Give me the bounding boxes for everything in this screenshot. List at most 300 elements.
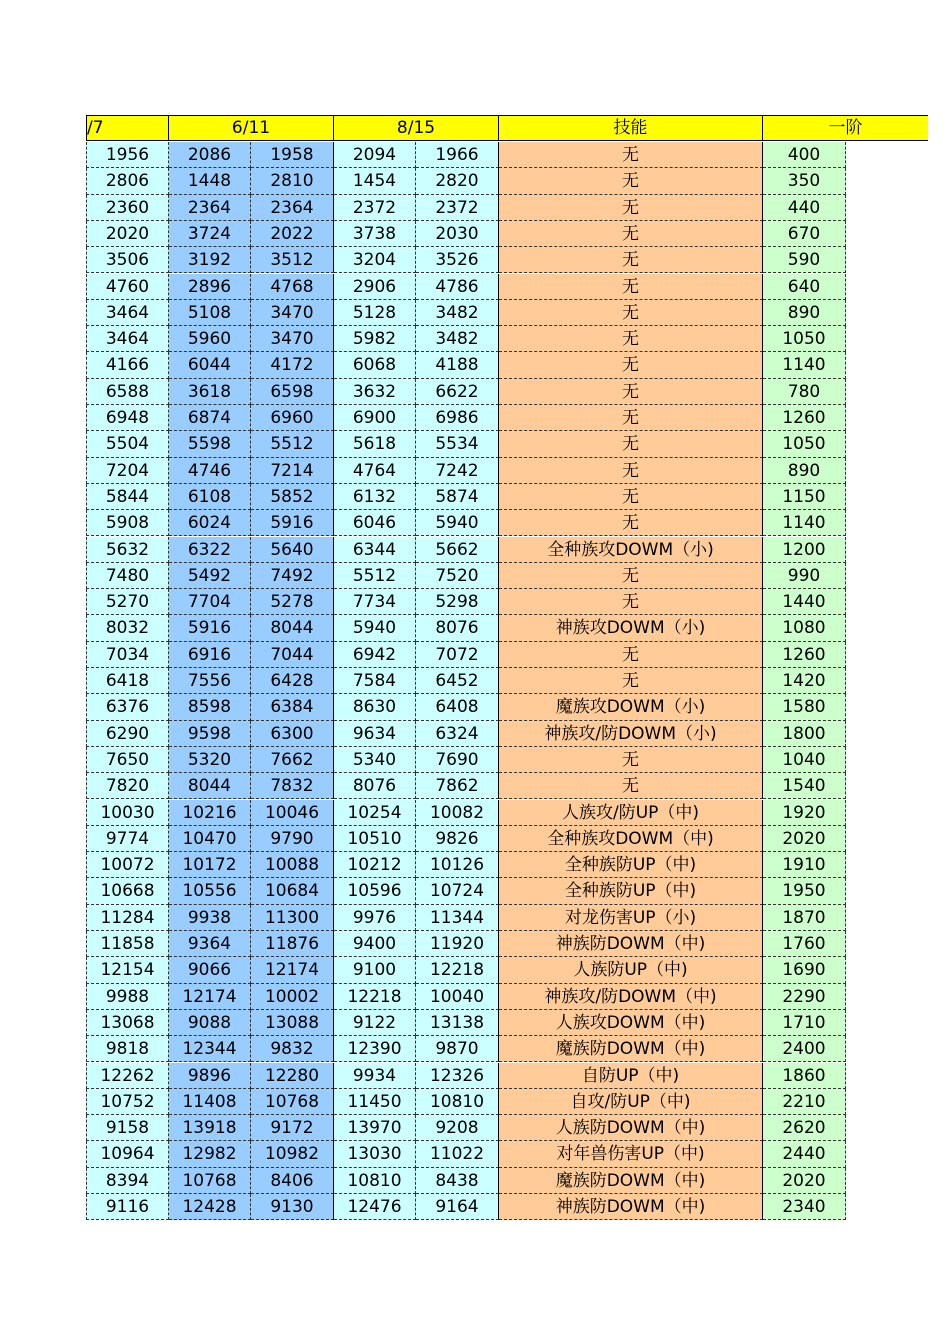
skill-value[interactable]: 无 [499, 221, 763, 247]
col-c1-value[interactable]: 6132 [334, 484, 416, 510]
col-b2-value[interactable]: 8406 [251, 1168, 334, 1194]
first-tier-value[interactable]: 1140 [763, 352, 846, 378]
first-tier-value[interactable]: 1760 [763, 931, 846, 957]
col-c1-value[interactable]: 2094 [334, 142, 416, 168]
col-c2-value[interactable]: 10724 [416, 878, 499, 904]
col-b1-value[interactable]: 10216 [169, 800, 251, 826]
col-b2-value[interactable]: 10768 [251, 1089, 334, 1115]
col-a-value[interactable]: 9988 [86, 984, 169, 1010]
skill-value[interactable]: 魔族防DOWM（中) [499, 1168, 763, 1194]
table-row [86, 247, 846, 273]
col-b2-value[interactable]: 4768 [251, 274, 334, 300]
col-b1-value[interactable]: 9066 [169, 957, 251, 983]
col-b1-value[interactable]: 5916 [169, 615, 251, 641]
col-c2-value[interactable]: 5534 [416, 431, 499, 457]
col-c2-value[interactable]: 9870 [416, 1036, 499, 1062]
col-c1-value[interactable]: 11450 [334, 1089, 416, 1115]
col-b1-value[interactable]: 5108 [169, 300, 251, 326]
skill-value[interactable]: 无 [499, 326, 763, 352]
col-b1-value[interactable]: 10172 [169, 852, 251, 878]
col-b2-value[interactable]: 1958 [251, 142, 334, 168]
col-b1-value[interactable]: 8598 [169, 694, 251, 720]
col-b1-value[interactable]: 7704 [169, 589, 251, 615]
col-a-value[interactable]: 7650 [86, 747, 169, 773]
skill-value[interactable]: 神族攻DOWM（小) [499, 615, 763, 641]
col-b2-value[interactable]: 6428 [251, 668, 334, 694]
col-c2-value[interactable]: 3482 [416, 300, 499, 326]
col-a-value[interactable]: 10030 [86, 800, 169, 826]
table-row [86, 221, 846, 247]
first-tier-value[interactable]: 990 [763, 563, 846, 589]
col-c2-value[interactable]: 11920 [416, 931, 499, 957]
col-c1-value[interactable]: 1454 [334, 168, 416, 194]
col-a-value[interactable]: 2806 [86, 168, 169, 194]
col-a-value[interactable]: 6376 [86, 694, 169, 720]
col-b1-value[interactable]: 6322 [169, 537, 251, 563]
col-a-value[interactable]: 4760 [86, 274, 169, 300]
skill-value[interactable]: 自防UP（中) [499, 1063, 763, 1089]
col-a-value[interactable]: 3506 [86, 247, 169, 273]
first-tier-value[interactable]: 2020 [763, 1168, 846, 1194]
col-c1-value[interactable]: 9400 [334, 931, 416, 957]
col-b1-value[interactable]: 4746 [169, 458, 251, 484]
header-col-a[interactable]: /7 [86, 115, 169, 141]
col-c2-value[interactable]: 7690 [416, 747, 499, 773]
col-a-value[interactable]: 9158 [86, 1115, 169, 1141]
col-b2-value[interactable]: 9130 [251, 1194, 334, 1220]
header-col-b[interactable]: 6/11 [168, 115, 334, 141]
col-b2-value[interactable]: 10982 [251, 1141, 334, 1167]
col-c1-value[interactable]: 12476 [334, 1194, 416, 1220]
col-c2-value[interactable]: 10040 [416, 984, 499, 1010]
col-c1-value[interactable]: 6900 [334, 405, 416, 431]
skill-value[interactable]: 无 [499, 300, 763, 326]
skill-value[interactable]: 无 [499, 510, 763, 536]
first-tier-value[interactable]: 1690 [763, 957, 846, 983]
col-c1-value[interactable]: 3204 [334, 247, 416, 273]
col-b1-value[interactable]: 2086 [169, 142, 251, 168]
col-b2-value[interactable]: 7492 [251, 563, 334, 589]
col-c2-value[interactable]: 4786 [416, 274, 499, 300]
skill-value[interactable]: 神族攻/防DOWM（中) [499, 984, 763, 1010]
skill-value[interactable]: 人族攻/防UP（中) [499, 800, 763, 826]
col-b1-value[interactable]: 1448 [169, 168, 251, 194]
first-tier-value[interactable]: 670 [763, 221, 846, 247]
first-tier-value[interactable]: 1440 [763, 589, 846, 615]
col-a-value[interactable]: 10964 [86, 1141, 169, 1167]
col-b1-value[interactable]: 9896 [169, 1063, 251, 1089]
col-b2-value[interactable]: 12280 [251, 1063, 334, 1089]
col-c2-value[interactable]: 11022 [416, 1141, 499, 1167]
col-b1-value[interactable]: 5960 [169, 326, 251, 352]
col-c2-value[interactable]: 5940 [416, 510, 499, 536]
col-b1-value[interactable]: 12344 [169, 1036, 251, 1062]
col-c1-value[interactable]: 2906 [334, 274, 416, 300]
first-tier-value[interactable]: 1260 [763, 405, 846, 431]
col-c2-value[interactable]: 6986 [416, 405, 499, 431]
col-c2-value[interactable]: 9208 [416, 1115, 499, 1141]
col-b1-value[interactable]: 6044 [169, 352, 251, 378]
first-tier-value[interactable]: 1050 [763, 431, 846, 457]
col-b2-value[interactable]: 4172 [251, 352, 334, 378]
first-tier-value[interactable]: 1540 [763, 773, 846, 799]
first-tier-value[interactable]: 2440 [763, 1141, 846, 1167]
col-c2-value[interactable]: 7242 [416, 458, 499, 484]
skill-value[interactable]: 无 [499, 168, 763, 194]
col-a-value[interactable]: 6948 [86, 405, 169, 431]
col-b1-value[interactable]: 11408 [169, 1089, 251, 1115]
skill-value[interactable]: 自攻/防UP（中) [499, 1089, 763, 1115]
first-tier-value[interactable]: 2210 [763, 1089, 846, 1115]
col-a-value[interactable]: 1956 [86, 142, 169, 168]
col-a-value[interactable]: 9116 [86, 1194, 169, 1220]
col-c2-value[interactable]: 3482 [416, 326, 499, 352]
col-b1-value[interactable]: 9088 [169, 1010, 251, 1036]
col-b2-value[interactable]: 10046 [251, 800, 334, 826]
col-c1-value[interactable]: 9100 [334, 957, 416, 983]
col-c1-value[interactable]: 6344 [334, 537, 416, 563]
col-b1-value[interactable]: 5492 [169, 563, 251, 589]
skill-value[interactable]: 魔族攻DOWM（小) [499, 694, 763, 720]
col-c2-value[interactable]: 2820 [416, 168, 499, 194]
first-tier-value[interactable]: 2020 [763, 826, 846, 852]
col-c2-value[interactable]: 7072 [416, 642, 499, 668]
header-first-tier[interactable]: 一阶 [762, 115, 928, 141]
skill-value[interactable]: 无 [499, 773, 763, 799]
first-tier-value[interactable]: 1420 [763, 668, 846, 694]
skill-value[interactable]: 全种族防UP（中) [499, 852, 763, 878]
col-b2-value[interactable]: 2022 [251, 221, 334, 247]
first-tier-value[interactable]: 640 [763, 274, 846, 300]
table-row [86, 142, 846, 168]
col-b1-value[interactable]: 8044 [169, 773, 251, 799]
col-b2-value[interactable]: 6960 [251, 405, 334, 431]
col-c2-value[interactable]: 2030 [416, 221, 499, 247]
first-tier-value[interactable]: 1580 [763, 694, 846, 720]
col-a-value[interactable]: 13068 [86, 1010, 169, 1036]
first-tier-value[interactable]: 440 [763, 195, 846, 221]
col-c2-value[interactable]: 4188 [416, 352, 499, 378]
skill-value[interactable]: 神族防DOWM（中) [499, 1194, 763, 1220]
col-c2-value[interactable]: 1966 [416, 142, 499, 168]
col-b1-value[interactable]: 9938 [169, 905, 251, 931]
col-b1-value[interactable]: 3618 [169, 379, 251, 405]
col-b1-value[interactable]: 5320 [169, 747, 251, 773]
col-c1-value[interactable]: 6942 [334, 642, 416, 668]
skill-value[interactable]: 无 [499, 142, 763, 168]
col-a-value[interactable]: 5844 [86, 484, 169, 510]
col-b2-value[interactable]: 2810 [251, 168, 334, 194]
col-b2-value[interactable]: 7662 [251, 747, 334, 773]
col-b2-value[interactable]: 3512 [251, 247, 334, 273]
col-a-value[interactable]: 11284 [86, 905, 169, 931]
col-a-value[interactable]: 12262 [86, 1063, 169, 1089]
col-a-value[interactable]: 6290 [86, 721, 169, 747]
col-a-value[interactable]: 4166 [86, 352, 169, 378]
col-b1-value[interactable]: 3192 [169, 247, 251, 273]
col-a-value[interactable]: 7820 [86, 773, 169, 799]
col-a-value[interactable]: 11858 [86, 931, 169, 957]
col-b2-value[interactable]: 2364 [251, 195, 334, 221]
col-b1-value[interactable]: 9598 [169, 721, 251, 747]
first-tier-value[interactable]: 1860 [763, 1063, 846, 1089]
col-a-value[interactable]: 12154 [86, 957, 169, 983]
col-c2-value[interactable]: 6452 [416, 668, 499, 694]
skill-value[interactable]: 无 [499, 247, 763, 273]
skill-value[interactable]: 无 [499, 405, 763, 431]
col-b2-value[interactable]: 11876 [251, 931, 334, 957]
first-tier-value[interactable]: 1710 [763, 1010, 846, 1036]
col-a-value[interactable]: 2360 [86, 195, 169, 221]
col-c1-value[interactable]: 10212 [334, 852, 416, 878]
col-c1-value[interactable]: 5128 [334, 300, 416, 326]
col-c2-value[interactable]: 6324 [416, 721, 499, 747]
col-a-value[interactable]: 8032 [86, 615, 169, 641]
col-b2-value[interactable]: 7832 [251, 773, 334, 799]
col-c1-value[interactable]: 9122 [334, 1010, 416, 1036]
col-c1-value[interactable]: 10810 [334, 1168, 416, 1194]
col-c1-value[interactable]: 12390 [334, 1036, 416, 1062]
col-c1-value[interactable]: 7734 [334, 589, 416, 615]
col-c1-value[interactable]: 4764 [334, 458, 416, 484]
skill-value[interactable]: 无 [499, 352, 763, 378]
skill-value[interactable]: 对年兽伤害UP（中) [499, 1141, 763, 1167]
col-b2-value[interactable]: 9790 [251, 826, 334, 852]
col-c2-value[interactable]: 11344 [416, 905, 499, 931]
col-c1-value[interactable]: 7584 [334, 668, 416, 694]
col-b1-value[interactable]: 10768 [169, 1168, 251, 1194]
col-b1-value[interactable]: 12174 [169, 984, 251, 1010]
skill-value[interactable]: 无 [499, 379, 763, 405]
col-c1-value[interactable]: 13970 [334, 1115, 416, 1141]
col-c1-value[interactable]: 6068 [334, 352, 416, 378]
skill-value[interactable]: 人族攻DOWM（中) [499, 1010, 763, 1036]
col-c2-value[interactable]: 10082 [416, 800, 499, 826]
col-c2-value[interactable]: 9826 [416, 826, 499, 852]
col-c1-value[interactable]: 8630 [334, 694, 416, 720]
col-a-value[interactable]: 7034 [86, 642, 169, 668]
col-b1-value[interactable]: 5598 [169, 431, 251, 457]
first-tier-value[interactable]: 1040 [763, 747, 846, 773]
skill-value[interactable]: 无 [499, 589, 763, 615]
col-c1-value[interactable]: 3632 [334, 379, 416, 405]
col-b2-value[interactable]: 11300 [251, 905, 334, 931]
col-c1-value[interactable]: 2372 [334, 195, 416, 221]
col-a-value[interactable]: 3464 [86, 300, 169, 326]
col-c1-value[interactable]: 9634 [334, 721, 416, 747]
col-a-value[interactable]: 10668 [86, 878, 169, 904]
col-b2-value[interactable]: 3470 [251, 300, 334, 326]
col-c2-value[interactable]: 12326 [416, 1063, 499, 1089]
col-b1-value[interactable]: 10470 [169, 826, 251, 852]
table-row [86, 852, 846, 878]
col-b1-value[interactable]: 13918 [169, 1115, 251, 1141]
col-a-value[interactable]: 6588 [86, 379, 169, 405]
skill-value[interactable]: 人族防UP（中) [499, 957, 763, 983]
col-b1-value[interactable]: 6874 [169, 405, 251, 431]
first-tier-value[interactable]: 400 [763, 142, 846, 168]
col-b2-value[interactable]: 6384 [251, 694, 334, 720]
col-b2-value[interactable]: 5640 [251, 537, 334, 563]
col-c2-value[interactable]: 6622 [416, 379, 499, 405]
col-b2-value[interactable]: 13088 [251, 1010, 334, 1036]
col-b2-value[interactable]: 6598 [251, 379, 334, 405]
col-c1-value[interactable]: 10510 [334, 826, 416, 852]
col-c1-value[interactable]: 5340 [334, 747, 416, 773]
col-c2-value[interactable]: 12218 [416, 957, 499, 983]
first-tier-value[interactable]: 2290 [763, 984, 846, 1010]
first-tier-value[interactable]: 890 [763, 458, 846, 484]
col-c1-value[interactable]: 13030 [334, 1141, 416, 1167]
table-row [86, 800, 846, 826]
skill-value[interactable]: 无 [499, 747, 763, 773]
col-c1-value[interactable]: 5618 [334, 431, 416, 457]
col-b2-value[interactable]: 3470 [251, 326, 334, 352]
col-b2-value[interactable]: 12174 [251, 957, 334, 983]
col-c1-value[interactable]: 5512 [334, 563, 416, 589]
col-b1-value[interactable]: 12982 [169, 1141, 251, 1167]
col-c1-value[interactable]: 8076 [334, 773, 416, 799]
skill-value[interactable]: 无 [499, 431, 763, 457]
col-c2-value[interactable]: 7520 [416, 563, 499, 589]
skill-value[interactable]: 无 [499, 195, 763, 221]
table-row [86, 458, 846, 484]
col-c2-value[interactable]: 2372 [416, 195, 499, 221]
col-c2-value[interactable]: 5662 [416, 537, 499, 563]
first-tier-value[interactable]: 890 [763, 300, 846, 326]
first-tier-value[interactable]: 1140 [763, 510, 846, 536]
col-c2-value[interactable]: 10126 [416, 852, 499, 878]
skill-value[interactable]: 魔族防DOWM（中) [499, 1036, 763, 1062]
col-b1-value[interactable]: 3724 [169, 221, 251, 247]
first-tier-value[interactable]: 2620 [763, 1115, 846, 1141]
col-a-value[interactable]: 5632 [86, 537, 169, 563]
col-c1-value[interactable]: 12218 [334, 984, 416, 1010]
skill-value[interactable]: 无 [499, 642, 763, 668]
col-b1-value[interactable]: 2364 [169, 195, 251, 221]
col-c2-value[interactable]: 6408 [416, 694, 499, 720]
skill-value[interactable]: 无 [499, 458, 763, 484]
col-c1-value[interactable]: 9934 [334, 1063, 416, 1089]
first-tier-value[interactable]: 1050 [763, 326, 846, 352]
col-c2-value[interactable]: 8438 [416, 1168, 499, 1194]
first-tier-value[interactable]: 1870 [763, 905, 846, 931]
col-c1-value[interactable]: 10596 [334, 878, 416, 904]
col-b1-value[interactable]: 2896 [169, 274, 251, 300]
col-a-value[interactable]: 2020 [86, 221, 169, 247]
col-a-value[interactable]: 3464 [86, 326, 169, 352]
skill-value[interactable]: 全种族攻DOWM（中) [499, 826, 763, 852]
col-a-value[interactable]: 6418 [86, 668, 169, 694]
col-b2-value[interactable]: 10002 [251, 984, 334, 1010]
col-b2-value[interactable]: 9832 [251, 1036, 334, 1062]
first-tier-value[interactable]: 1080 [763, 615, 846, 641]
col-c2-value[interactable]: 10810 [416, 1089, 499, 1115]
first-tier-value[interactable]: 1800 [763, 721, 846, 747]
first-tier-value[interactable]: 590 [763, 247, 846, 273]
col-c1-value[interactable]: 5940 [334, 615, 416, 641]
table-row [86, 379, 846, 405]
table-row [86, 484, 846, 510]
col-b2-value[interactable]: 5916 [251, 510, 334, 536]
first-tier-value[interactable]: 2400 [763, 1036, 846, 1062]
col-c2-value[interactable]: 5874 [416, 484, 499, 510]
col-a-value[interactable]: 10752 [86, 1089, 169, 1115]
col-a-value[interactable]: 7480 [86, 563, 169, 589]
col-b1-value[interactable]: 12428 [169, 1194, 251, 1220]
first-tier-value[interactable]: 2340 [763, 1194, 846, 1220]
skill-value[interactable]: 全种族攻DOWM（小) [499, 537, 763, 563]
header-skill[interactable]: 技能 [498, 115, 763, 141]
col-a-value[interactable]: 9818 [86, 1036, 169, 1062]
col-b2-value[interactable]: 7214 [251, 458, 334, 484]
first-tier-value[interactable]: 1260 [763, 642, 846, 668]
header-col-c[interactable]: 8/15 [333, 115, 499, 141]
skill-value[interactable]: 无 [499, 563, 763, 589]
col-a-value[interactable]: 5908 [86, 510, 169, 536]
col-c2-value[interactable]: 9164 [416, 1194, 499, 1220]
col-b2-value[interactable]: 10684 [251, 878, 334, 904]
col-b1-value[interactable]: 7556 [169, 668, 251, 694]
col-b2-value[interactable]: 5278 [251, 589, 334, 615]
skill-value[interactable]: 无 [499, 274, 763, 300]
col-b2-value[interactable]: 7044 [251, 642, 334, 668]
col-c1-value[interactable]: 10254 [334, 800, 416, 826]
col-b1-value[interactable]: 9364 [169, 931, 251, 957]
col-a-value[interactable]: 8394 [86, 1168, 169, 1194]
col-b2-value[interactable]: 8044 [251, 615, 334, 641]
skill-value[interactable]: 全种族防UP（中) [499, 878, 763, 904]
skill-value[interactable]: 对龙伤害UP（小) [499, 905, 763, 931]
col-b1-value[interactable]: 6108 [169, 484, 251, 510]
col-b2-value[interactable]: 10088 [251, 852, 334, 878]
first-tier-value[interactable]: 350 [763, 168, 846, 194]
col-c2-value[interactable]: 3526 [416, 247, 499, 273]
col-a-value[interactable]: 9774 [86, 826, 169, 852]
skill-value[interactable]: 人族防DOWM（中) [499, 1115, 763, 1141]
first-tier-value[interactable]: 1910 [763, 852, 846, 878]
skill-value[interactable]: 无 [499, 668, 763, 694]
skill-value[interactable]: 无 [499, 484, 763, 510]
col-b1-value[interactable]: 10556 [169, 878, 251, 904]
col-a-value[interactable]: 5504 [86, 431, 169, 457]
col-c1-value[interactable]: 5982 [334, 326, 416, 352]
col-a-value[interactable]: 10072 [86, 852, 169, 878]
col-a-value[interactable]: 5270 [86, 589, 169, 615]
col-b1-value[interactable]: 6024 [169, 510, 251, 536]
col-c1-value[interactable]: 3738 [334, 221, 416, 247]
col-c2-value[interactable]: 8076 [416, 615, 499, 641]
col-c1-value[interactable]: 6046 [334, 510, 416, 536]
first-tier-value[interactable]: 1150 [763, 484, 846, 510]
col-c2-value[interactable]: 5298 [416, 589, 499, 615]
col-b2-value[interactable]: 6300 [251, 721, 334, 747]
first-tier-value[interactable]: 780 [763, 379, 846, 405]
skill-value[interactable]: 神族防DOWM（中) [499, 931, 763, 957]
col-b2-value[interactable]: 9172 [251, 1115, 334, 1141]
col-c2-value[interactable]: 13138 [416, 1010, 499, 1036]
skill-value[interactable]: 神族攻/防DOWM（小) [499, 721, 763, 747]
col-b2-value[interactable]: 5852 [251, 484, 334, 510]
col-c1-value[interactable]: 9976 [334, 905, 416, 931]
first-tier-value[interactable]: 1200 [763, 537, 846, 563]
col-b1-value[interactable]: 6916 [169, 642, 251, 668]
col-a-value[interactable]: 7204 [86, 458, 169, 484]
first-tier-value[interactable]: 1950 [763, 878, 846, 904]
col-c2-value[interactable]: 7862 [416, 773, 499, 799]
col-b2-value[interactable]: 5512 [251, 431, 334, 457]
first-tier-value[interactable]: 1920 [763, 800, 846, 826]
